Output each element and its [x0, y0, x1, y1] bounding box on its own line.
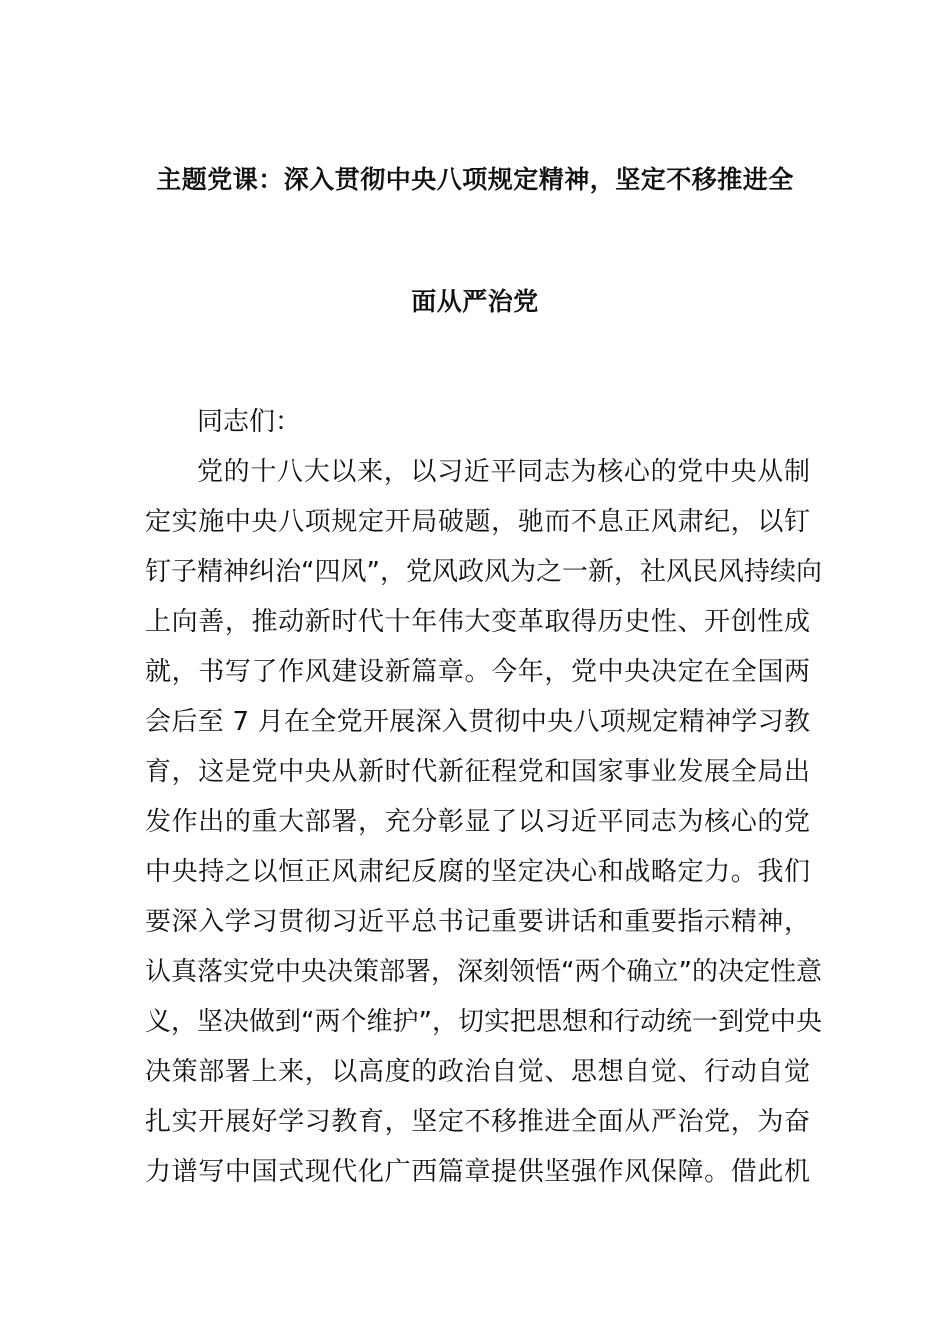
title-line-1: 主题党课：深入贯彻中央八项规定精神，坚定不移推进全: [156, 165, 794, 194]
paragraph-line: 发作出的重大部署，充分彰显了以习近平同志为核心的党: [145, 807, 810, 837]
paragraph-line: 要深入学习贯彻习近平总书记重要讲话和重要指示精神，: [145, 907, 810, 937]
paragraph-line: 力谱写中国式现代化广西篇章提供坚强作风保障。借此机: [145, 1157, 810, 1187]
paragraph-line: 决策部署上来，以高度的政治自觉、思想自觉、行动自觉: [145, 1057, 810, 1087]
paragraph-line: 党的十八大以来，以习近平同志为核心的党中央从制: [197, 457, 810, 487]
body-text: [145, 397, 822, 1197]
paragraph-line: 定实施中央八项规定开局破题，驰而不息正风肃纪，以钉: [145, 507, 810, 537]
paragraph-line: 认真落实党中央决策部署，深刻领悟“两个确立”的决定性意: [145, 957, 822, 987]
paragraph-line: 上向善，推动新时代十年伟大变革取得历史性、开创性成: [145, 607, 810, 637]
paragraph-line: 扎实开展好学习教育，坚定不移推进全面从严治党，为奋: [145, 1107, 810, 1137]
paragraph-line: 就，书写了作风建设新篇章。今年，党中央决定在全国两: [145, 657, 810, 687]
paragraph-line: 中央持之以恒正风肃纪反腐的坚定决心和战略定力。我们: [145, 857, 810, 887]
paragraph-line: 钉子精神纠治“四风”，党风政风为之一新，社风民风持续向: [145, 557, 822, 587]
paragraph-line: 义，坚决做到“两个维护”，切实把思想和行动统一到党中央: [145, 1007, 822, 1037]
paragraph-line: 会后至 7 月在全党开展深入贯彻中央八项规定精神学习教: [145, 707, 810, 737]
title-line-2: 面从严治党: [411, 287, 539, 316]
salutation: 同志们：: [197, 407, 302, 437]
paragraph-line: 育，这是党中央从新时代新征程党和国家事业发展全局出: [145, 757, 810, 787]
